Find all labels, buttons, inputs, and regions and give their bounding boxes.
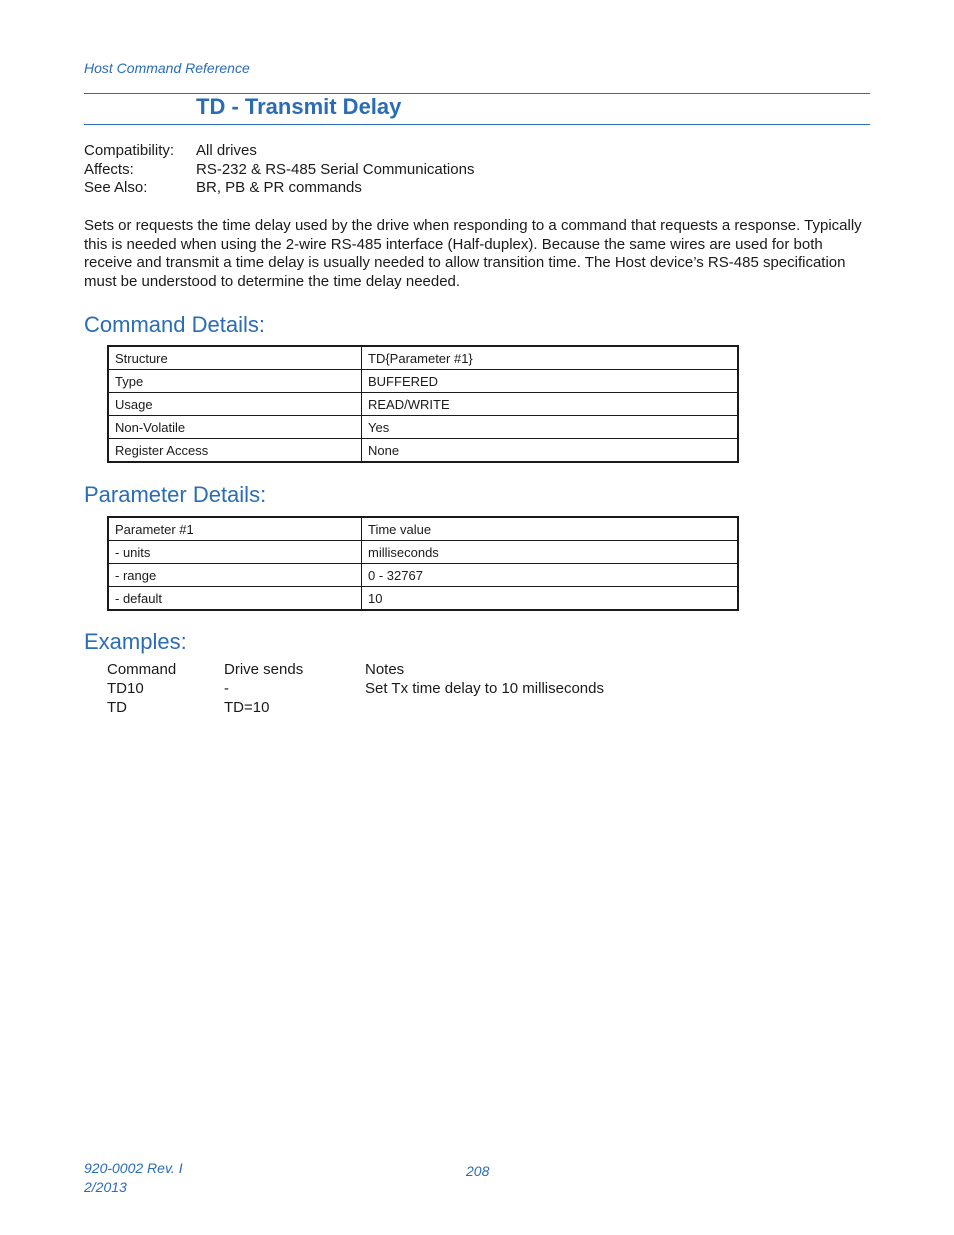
meta-key: Affects: xyxy=(84,160,134,178)
table-row xyxy=(108,587,738,611)
table-row xyxy=(108,517,738,541)
meta-row-affects xyxy=(84,161,474,180)
meta-row-see-also xyxy=(84,179,474,198)
table-cell: Register Access xyxy=(108,439,362,463)
meta-value: RS-232 & RS-485 Serial Communications xyxy=(196,160,475,178)
table-row xyxy=(108,439,738,463)
table-cell: Non-Volatile xyxy=(108,416,362,439)
examples-col-notes: Notes xyxy=(365,661,405,678)
examples-heading: Examples: xyxy=(84,629,187,654)
table-cell: - units xyxy=(108,541,362,564)
table-row xyxy=(108,416,738,439)
meta-key: See Also: xyxy=(84,179,148,196)
running-head: Host Command Reference xyxy=(84,60,250,76)
parameter-details-table xyxy=(107,516,739,611)
table-row xyxy=(108,541,738,564)
description-paragraph: Sets or requests the time delay used by the drive when responding to a command that requests a response. Typically this is needed when using the 2-wire RS-485 interface (Half-duplex). Because the same wires are used for both receive and transmit a time delay is usually needed to allow transition time. The Host device’s RS-485 specification must be understood to determine the time delay needed. xyxy=(84,217,862,290)
table-cell: Structure xyxy=(108,346,362,370)
table-row xyxy=(108,370,738,393)
table-cell: BUFFERED xyxy=(362,370,739,393)
table-cell: Time value xyxy=(362,517,739,541)
meta-block xyxy=(84,142,474,198)
table-cell: - range xyxy=(108,564,362,587)
table-cell: READ/WRITE xyxy=(362,393,739,416)
meta-value: All drives xyxy=(196,142,257,159)
example-row xyxy=(107,698,604,717)
meta-key: Compatibility: xyxy=(84,142,175,159)
table-cell: 10 xyxy=(362,587,739,611)
table-row xyxy=(108,346,738,370)
table-cell: Yes xyxy=(362,416,739,439)
table-row xyxy=(108,564,738,587)
table-cell: Parameter #1 xyxy=(108,517,362,541)
description xyxy=(84,217,870,291)
parameter-details-heading: Parameter Details: xyxy=(84,482,267,507)
footer-date: 2/2013 xyxy=(84,1179,127,1195)
examples-col-command: Command xyxy=(107,661,177,678)
page-title: TD - Transmit Delay xyxy=(196,94,402,119)
table-cell: milliseconds xyxy=(362,541,739,564)
examples-header-row xyxy=(107,660,604,679)
example-command: TD10 xyxy=(107,680,144,697)
table-cell: - default xyxy=(108,587,362,611)
footer-page-number: 208 xyxy=(466,1163,490,1179)
table-cell: None xyxy=(362,439,739,463)
table-row xyxy=(108,393,738,416)
command-details-table xyxy=(107,345,739,463)
command-details-heading: Command Details: xyxy=(84,312,265,337)
table-cell: 0 - 32767 xyxy=(362,564,739,587)
footer-doc-info xyxy=(84,1159,183,1197)
title-bottom-rule xyxy=(84,124,870,125)
examples-list xyxy=(107,660,604,717)
example-row xyxy=(107,679,604,698)
table-cell: Type xyxy=(108,370,362,393)
example-notes: Set Tx time delay to 10 milliseconds xyxy=(365,680,604,697)
meta-value: BR, PB & PR commands xyxy=(196,179,362,196)
footer-doc-number: 920-0002 Rev. I xyxy=(84,1160,183,1176)
examples-col-drive-sends: Drive sends xyxy=(224,661,304,678)
example-drive-sends: TD=10 xyxy=(224,699,270,716)
example-command: TD xyxy=(107,699,127,716)
table-cell: TD{Parameter #1} xyxy=(362,346,739,370)
example-drive-sends: - xyxy=(224,680,229,697)
meta-row-compatibility xyxy=(84,142,474,161)
table-cell: Usage xyxy=(108,393,362,416)
